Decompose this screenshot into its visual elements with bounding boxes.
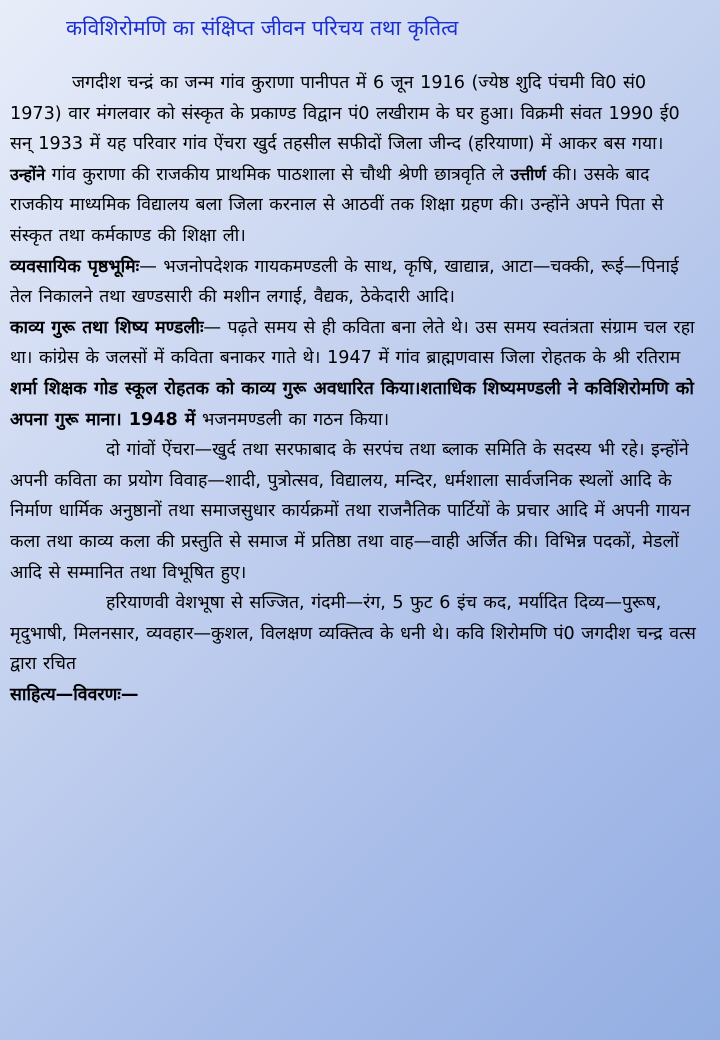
- public-life-paragraph: दो गांवों ऐंचरा—खुर्द तथा सरफाबाद के सरपंच तथा ब्लाक समिति के सदस्य भी रहे। इन्होंने अपनी कविता का प्रयोग विवाह—शादी, पुत्रोत्सव, विद्यालय, मन्दिर, धर्मशाला सार्वजनिक स्थलों आदि के निर्माण धार्मिक अनुष्ठानों तथा समाजसुधार कार्यक्रमों तथा राजनैतिक पार्टियों के प्रचार आदि में अपनी गायन कला तथा काव्य कला की प्रस्तुति से समाज में प्रतिष्ठा तथा वाह—वाही अर्जित की। विभिन्न पदकों, मेडलों आदि से सम्मानित तथा विभूषित हुए।: [10, 440, 691, 583]
- profession-heading: व्यवसायिक पृष्ठभूमिः: [10, 256, 140, 277]
- personality-paragraph: हरियाणवी वेशभूषा से सज्जित, गंदमी—रंग, 5 फुट 6 इंच कद, मर्यादित दिव्य—पुरूष, मृदुभाषी, मिलनसार, व्यवहार—कुशल, विलक्षण व्यक्तित्व के धनी थे। कवि शिरोमणि पं0 जगदीश चन्द्र वत्स द्वारा रचित: [10, 593, 696, 675]
- education-lead-word: उन्होंने: [10, 164, 46, 184]
- guru-bold-part1: शर्मा शिक्षक गोड स्कूल रोहतक को काव्य गुरू अवधारित किया।: [10, 378, 421, 399]
- guru-text-part1: — पढ़ते समय से ही कविता बना लेते थे। उस समय स्वतंत्रता संग्राम चल रहा था। कांग्रेस के जलसों में कविता बनाकर गाते थे। 1947 में गांव ब्राह्मणवास जिला रोहतक के श्री रतिराम: [10, 317, 695, 369]
- guru-bold-part2: शताधिक शिष्यमण्डली ने कविशिरोमणि को अपना गुरू माना। 1948 में: [10, 378, 694, 430]
- guru-text-part2: भजनमण्डली का गठन किया।: [195, 409, 390, 430]
- education-text-part2: की। उसके बाद राजकीय माध्यमिक विद्यालय बला जिला करनाल से आठवीं तक शिक्षा ग्रहण की। उन्होंने अपने पिता से संस्कृत तथा कर्मकाण्ड की शिक्षा ली।: [10, 164, 664, 246]
- passed-word: उत्तीर्ण: [510, 164, 546, 184]
- profession-text: — भजनोपदेशक गायकमण्डली के साथ, कृषि, खाद्यान्न, आटा—चक्की, रूई—पिनाई तेल निकालने तथा खण्डसारी की मशीन लगाई, वैद्यक, ठेकेदारी आदि।: [10, 256, 679, 308]
- profession-paragraph: [10, 252, 702, 313]
- page-title: कविशिरोमणि का संक्षिप्त जीवन परिचय तथा कृतित्व: [66, 16, 459, 40]
- literature-heading: साहित्य—विवरणः—: [10, 684, 139, 705]
- education-paragraph: [10, 160, 702, 252]
- birth-paragraph: जगदीश चन्द्रं का जन्म गांव कुराणा पानीपत में 6 जून 1916 (ज्येष्ठ शुदि पंचमी वि0 सं0 1973) वार मंगलवार को संस्कृत के प्रकाण्ड विद्वान पं0 लखीराम के घर हुआ। विक्रमी संवत 1990 ई0 सन् 1933 में यह परिवार गांव ऐंचरा खुर्द तहसील सफीदों जिला जीन्द (हरियाणा) में आकर बस गया।: [10, 73, 680, 155]
- guru-heading: काव्य गुरू तथा शिष्य मण्डलीः: [10, 317, 204, 338]
- guru-paragraph: [10, 313, 702, 435]
- education-text-part1: गांव कुराणा की राजकीय प्राथमिक पाठशाला से चौथी श्रेणी छात्रवृति ले: [45, 164, 511, 185]
